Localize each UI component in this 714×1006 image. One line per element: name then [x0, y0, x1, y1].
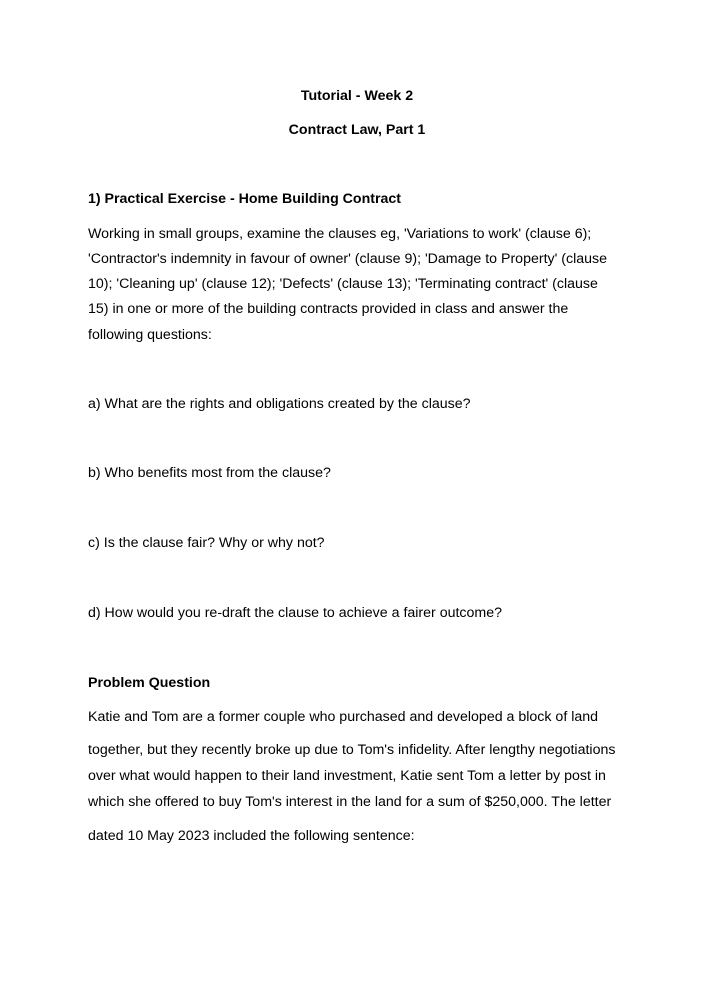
paragraph-line: over what would happen to their land investment, Katie sent Tom a letter by post in: [88, 768, 606, 784]
paragraph-line: 'Contractor's indemnity in favour of owner' (clause 9); 'Damage to Property' (clause: [88, 251, 608, 267]
question-b: b) Who benefits most from the clause?: [88, 465, 331, 481]
document-subtitle: Contract Law, Part 1: [288, 122, 426, 138]
section-heading-practical-exercise: 1) Practical Exercise - Home Building Contract: [88, 191, 402, 207]
document-title: Tutorial - Week 2: [300, 88, 414, 104]
paragraph-line: together, but they recently broke up due to Tom's infidelity. After lengthy negotiations: [88, 742, 616, 758]
paragraph-line: which she offered to buy Tom's interest in the land for a sum of $250,000. The letter: [88, 794, 612, 810]
question-c: c) Is the clause fair? Why or why not?: [88, 535, 325, 551]
paragraph-line: 10); 'Cleaning up' (clause 12); 'Defects' (clause 13); 'Terminating contract' (clause: [88, 276, 598, 292]
paragraph-line: dated 10 May 2023 included the following sentence:: [88, 828, 415, 844]
section-heading-problem-question: Problem Question: [88, 675, 211, 691]
paragraph-line: Working in small groups, examine the clauses eg, 'Variations to work' (clause 6);: [88, 226, 592, 242]
question-d: d) How would you re-draft the clause to achieve a fairer outcome?: [88, 605, 503, 621]
question-a: a) What are the rights and obligations created by the clause?: [88, 396, 471, 412]
paragraph-line: following questions:: [88, 327, 212, 343]
paragraph-line: 15) in one or more of the building contracts provided in class and answer the: [88, 301, 569, 317]
paragraph-line: Katie and Tom are a former couple who purchased and developed a block of land: [88, 709, 599, 725]
